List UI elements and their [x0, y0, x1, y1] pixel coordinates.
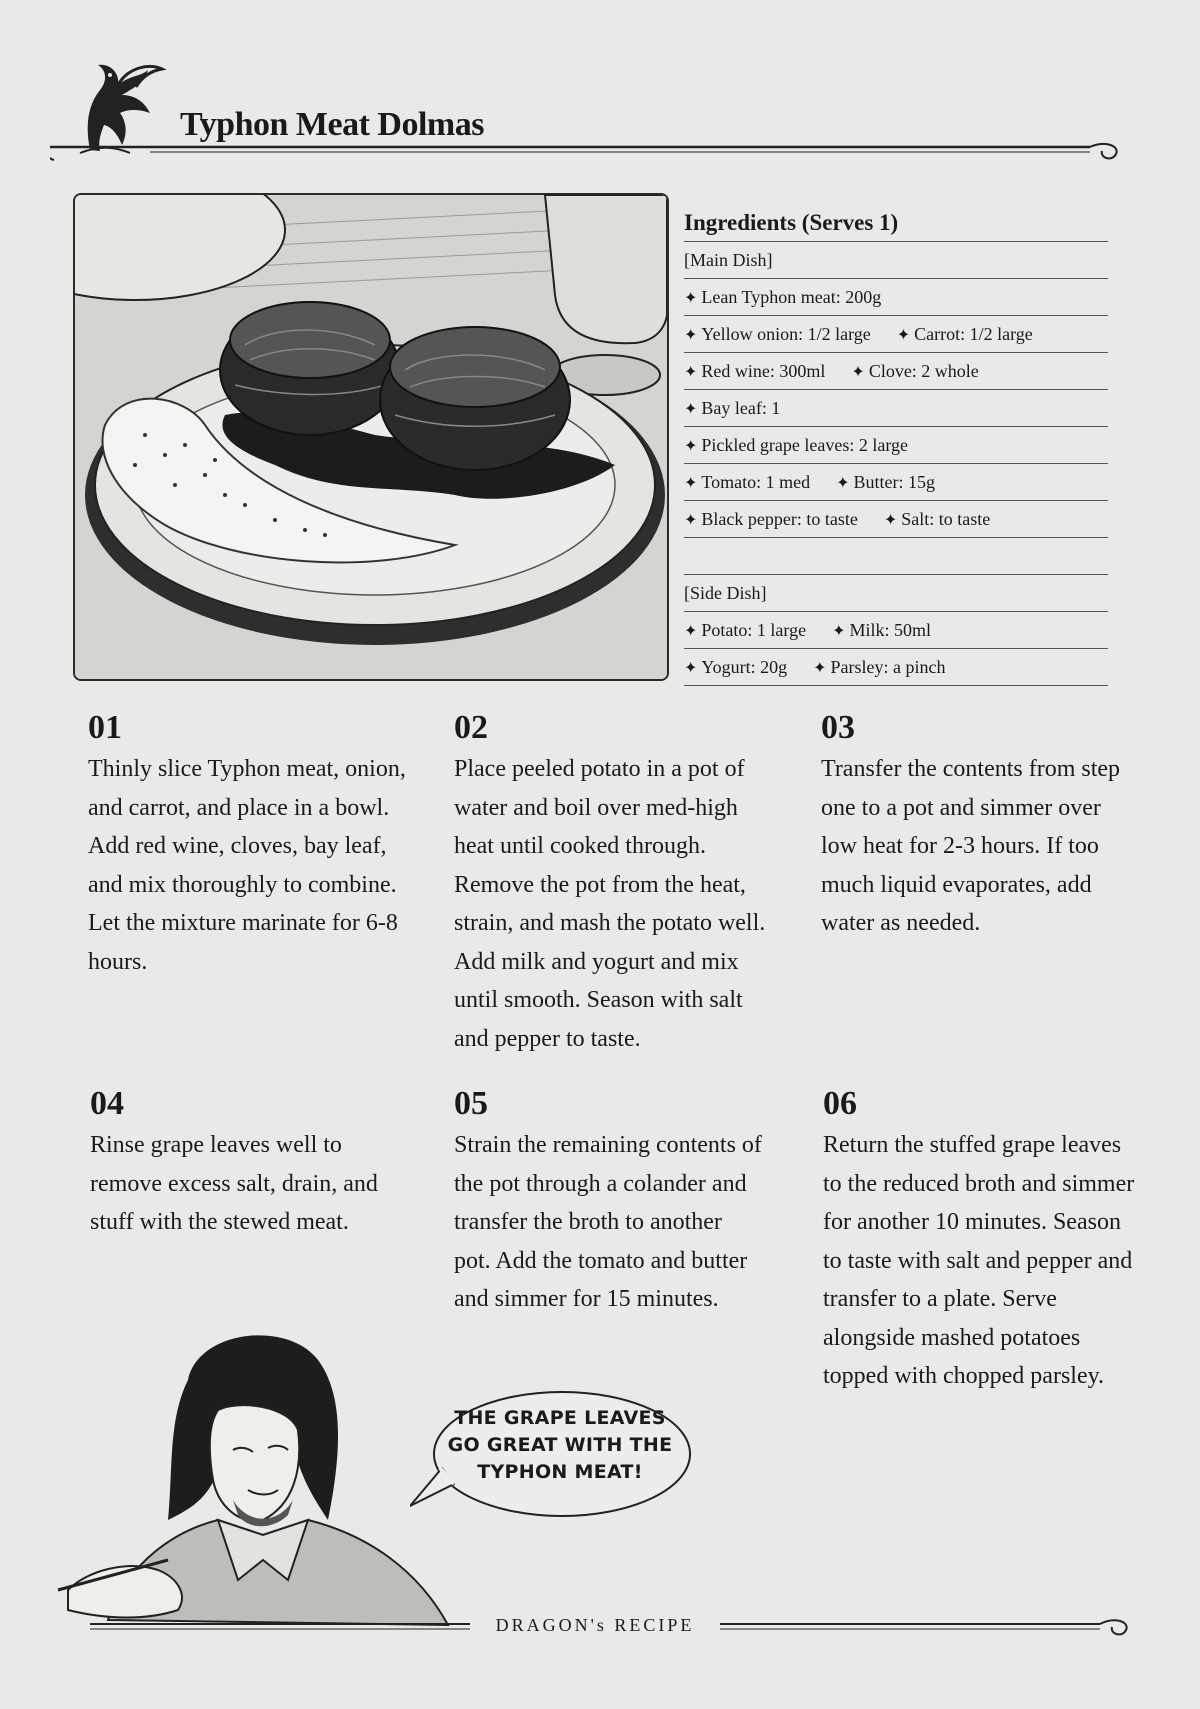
ingredient-item: [684, 472, 810, 492]
star-bullet-icon: ✦: [684, 621, 698, 640]
star-bullet-icon: ✦: [684, 325, 698, 344]
ingredient-text: Yellow onion: 1/2 large: [701, 324, 871, 344]
ingredient-text: Parsley: a pinch: [830, 657, 946, 677]
side-dish-list: [684, 612, 1108, 686]
ingredient-item: [684, 620, 806, 640]
ingredient-item: [684, 657, 787, 677]
speech-line-3: TYPHON MEAT!: [477, 1461, 643, 1483]
ingredient-text: Bay leaf: 1: [701, 398, 781, 418]
step-text: Strain the remaining contents of the pot through a colander and transfer the broth to another pot. Add the tomato and butter and simmer for 15 minutes.: [454, 1132, 762, 1312]
speech-line-2: GO GREAT WITH THE: [447, 1434, 673, 1456]
ingredient-item: [884, 509, 990, 529]
ingredient-item: [836, 472, 935, 492]
ingredient-text: Potato: 1 large: [701, 620, 807, 640]
ingredient-text: Pickled grape leaves: 2 large: [701, 435, 908, 455]
ingredient-text: Yogurt: 20g: [701, 657, 788, 677]
step-01: [88, 708, 418, 981]
step-number: 01: [88, 709, 122, 746]
star-bullet-icon: ✦: [813, 658, 827, 677]
star-bullet-icon: ✦: [836, 473, 850, 492]
main-line: [684, 353, 1108, 390]
side-dish-label: [Side Dish]: [684, 575, 1108, 612]
ingredient-text: Clove: 2 whole: [868, 361, 979, 381]
ingredient-item: [832, 620, 931, 640]
step-04: [90, 1084, 390, 1242]
ingredient-text: Salt: to taste: [901, 509, 991, 529]
step-text: Thinly slice Typhon meat, onion, and carrot, and place in a bowl. Add red wine, cloves, bay leaf, and mix thoroughly to combine. Let the mixture marinate for 6-8 hours.: [88, 756, 406, 975]
step-number: 06: [823, 1085, 857, 1122]
main-dish-list: [684, 279, 1108, 538]
ingredient-item: [684, 361, 825, 381]
header-rule: [50, 138, 1130, 168]
main-line: [684, 279, 1108, 316]
step-text: Place peeled potato in a pot of water and boil over med-high heat until cooked through. Remove the pot from the heat, strain, and mash the potato well. Add milk and yogurt and mix until smooth. Season with salt and pepper to taste.: [454, 756, 766, 1052]
step-02: [454, 708, 774, 1058]
dish-illustration: [73, 193, 669, 681]
star-bullet-icon: ✦: [851, 362, 865, 381]
ingredient-item: [684, 435, 908, 455]
step-number: 02: [454, 709, 488, 746]
step-number: 03: [821, 709, 855, 746]
star-bullet-icon: ✦: [684, 658, 698, 677]
main-dish-label: [Main Dish]: [684, 242, 1108, 279]
ingredients-spacer-line: [684, 538, 1108, 575]
star-bullet-icon: ✦: [684, 510, 698, 529]
star-bullet-icon: ✦: [883, 510, 898, 529]
ingredient-item: [851, 361, 978, 381]
star-bullet-icon: ✦: [896, 325, 911, 344]
step-03: [821, 708, 1121, 943]
ingredient-text: Lean Typhon meat: 200g: [701, 287, 882, 307]
star-bullet-icon: ✦: [684, 288, 698, 307]
step-text: Rinse grape leaves well to remove excess salt, drain, and stuff with the stewed meat.: [90, 1132, 378, 1235]
speech-bubble-text: [430, 1405, 690, 1486]
ingredient-item: [897, 324, 1033, 344]
star-bullet-icon: ✦: [684, 473, 698, 492]
star-bullet-icon: ✦: [832, 621, 846, 640]
step-06: [823, 1084, 1143, 1396]
dolmas-plate-drawing: [75, 195, 667, 679]
main-line: [684, 390, 1108, 427]
main-line: [684, 316, 1108, 353]
ingredients-panel: [684, 205, 1108, 686]
ingredients-heading: Ingredients (Serves 1): [684, 205, 1108, 242]
step-05: [454, 1084, 764, 1319]
main-line: [684, 427, 1108, 464]
step-number: 05: [454, 1085, 488, 1122]
ingredient-text: Black pepper: to taste: [701, 509, 858, 529]
ingredient-item: [684, 287, 881, 307]
ingredient-item: [684, 324, 871, 344]
ingredient-item: [684, 398, 780, 418]
step-text: Return the stuffed grape leaves to the reduced broth and simmer for another 10 minutes. Season to taste with salt and pepper and transfer to a plate. Serve alongside mashed potatoes topped with chopped parsley.: [823, 1132, 1135, 1389]
ingredient-text: Milk: 50ml: [849, 620, 931, 640]
ingredient-text: Red wine: 300ml: [701, 361, 826, 381]
star-bullet-icon: ✦: [684, 436, 698, 455]
footer-brand: DRAGON's RECIPE: [470, 1615, 720, 1636]
ingredient-item: [813, 657, 945, 677]
main-line: [684, 464, 1108, 501]
star-bullet-icon: ✦: [684, 362, 698, 381]
page-title: Typhon Meat Dolmas: [180, 106, 484, 143]
step-text: Transfer the contents from step one to a pot and simmer over low heat for 2-3 hours. If too much liquid evaporates, add water as needed.: [821, 756, 1121, 936]
ingredient-item: [684, 509, 858, 529]
side-line: [684, 612, 1108, 649]
side-line: [684, 649, 1108, 686]
ingredient-text: Butter: 15g: [853, 472, 936, 492]
speech-line-1: THE GRAPE LEAVES: [454, 1407, 666, 1429]
ingredient-text: Carrot: 1/2 large: [914, 324, 1033, 344]
star-bullet-icon: ✦: [684, 399, 698, 418]
step-number: 04: [90, 1085, 124, 1122]
main-line: [684, 501, 1108, 538]
character-illustration: [48, 1320, 468, 1630]
ingredient-text: Tomato: 1 med: [701, 472, 811, 492]
